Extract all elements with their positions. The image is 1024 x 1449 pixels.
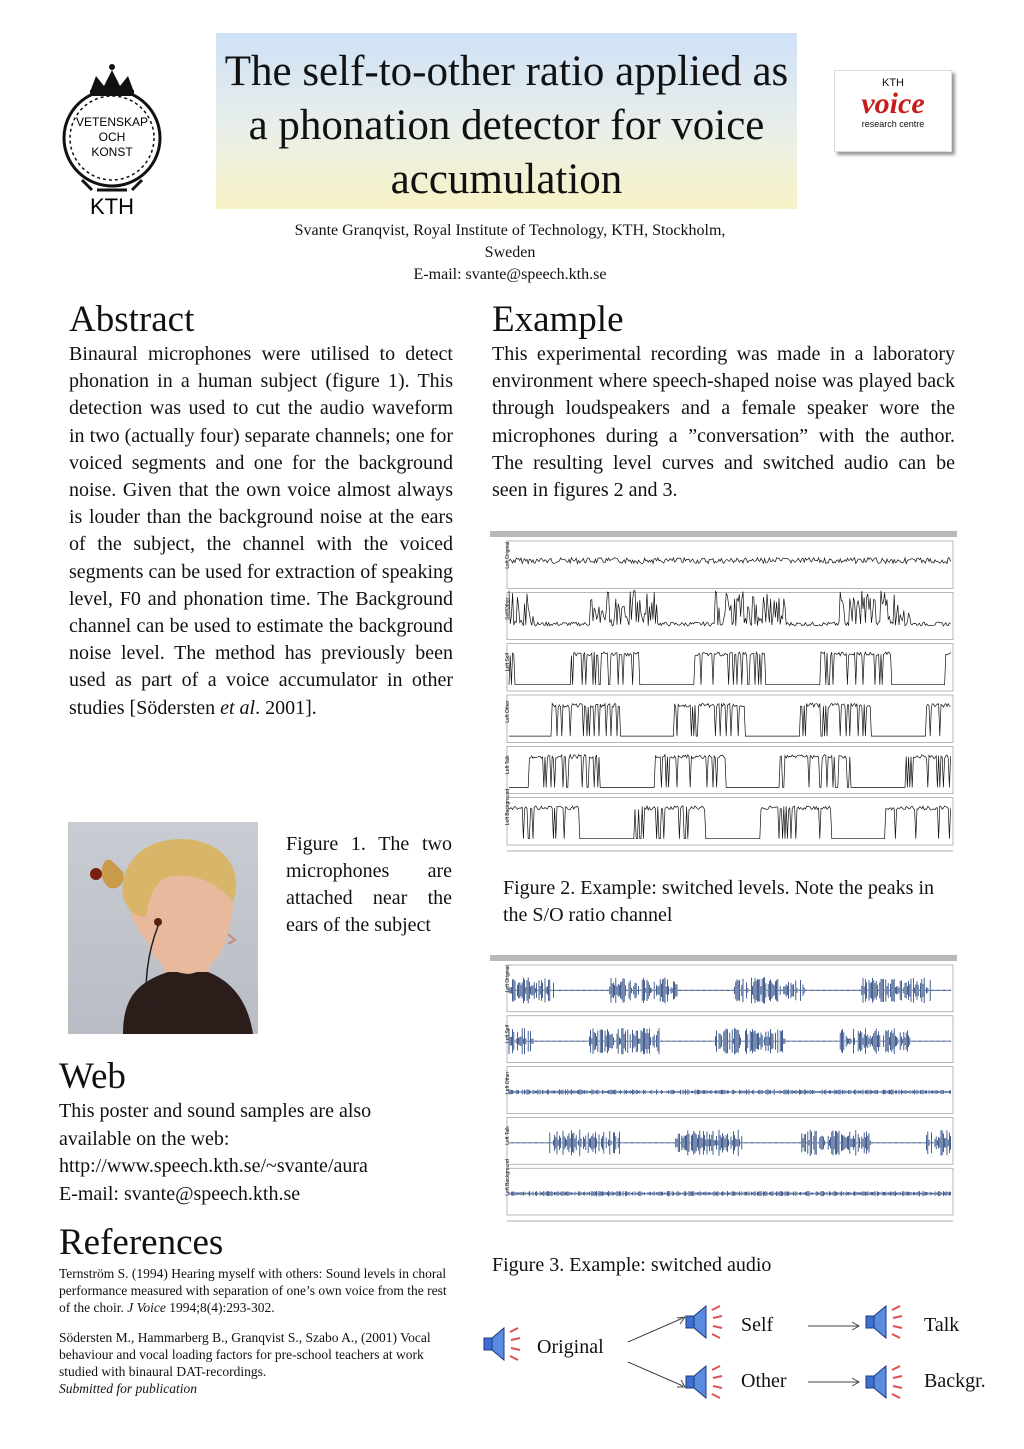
figure3-svg [487, 961, 957, 1241]
flow-self-label: Self [741, 1314, 774, 1336]
channel-left-talk [505, 1117, 953, 1164]
figure2-svg [487, 537, 957, 867]
channel-left-background [505, 1159, 953, 1215]
self-speaker-icon[interactable] [686, 1306, 722, 1338]
figure1-caption: Figure 1. The two microphones are attached near the ears of the subject [286, 833, 452, 936]
author-country: Sweden [484, 244, 536, 261]
channel-left-original [505, 965, 953, 1012]
talk-speaker-icon[interactable] [866, 1306, 902, 1338]
subject-photo-icon [68, 822, 258, 1034]
web-url-link[interactable]: http://www.speech.kth.se/~svante/aura [59, 1155, 368, 1177]
svg-text:OCH: OCH [98, 130, 126, 144]
figure3-caption: Figure 3. Example: switched audio [492, 1254, 772, 1276]
authors-block [240, 220, 780, 286]
example-text: This experimental recording was made in a laboratory environment where speech-shaped noise was played back through loudspeakers and a female speaker wore the microphones during a ”conversation” with the author. The resulting level curves and switched audio can be seen in figures 2 and 3. [492, 343, 955, 502]
channel-label: Left Other [505, 1071, 511, 1094]
flow-talk-label: Talk [924, 1314, 960, 1336]
channel-left-other [505, 695, 953, 742]
web-heading: Web [59, 1056, 126, 1097]
web-email: E-mail: svante@speech.kth.se [59, 1182, 301, 1205]
channel-left-background [505, 789, 953, 845]
channel-label: Left Original [505, 541, 511, 569]
voice-logo-word: voice [861, 87, 925, 120]
other-speaker-icon[interactable] [686, 1366, 722, 1398]
backgr-speaker-icon[interactable] [866, 1366, 902, 1398]
title-box [216, 33, 797, 209]
abstract-heading: Abstract [69, 299, 195, 340]
author-line: Svante Granqvist, Royal Institute of Technology, KTH, Stockholm, [294, 222, 726, 239]
channel-label: Self/Other [505, 597, 511, 620]
channel-left-self [505, 1016, 953, 1063]
original-speaker-icon[interactable] [484, 1328, 520, 1360]
channel-left-talk [505, 746, 953, 793]
reference-1 [59, 1265, 453, 1316]
channel-left-other [505, 1067, 953, 1114]
abstract-text [69, 341, 453, 722]
svg-text:VETENSKAP: VETENSKAP [75, 115, 149, 129]
voice-logo-kth: KTH [882, 77, 904, 89]
example-heading: Example [492, 299, 624, 340]
channel-label: Left Original [505, 965, 511, 993]
reference-2 [59, 1329, 453, 1397]
poster-title: The self-to-other ratio applied as a phonation detector for voice accumulation [224, 48, 789, 203]
abstract-text-end: . 2001]. [255, 696, 317, 719]
flow-diagram [478, 1300, 1008, 1410]
reference-1-journal: J Voice [127, 1300, 166, 1315]
figure2-plot [487, 537, 957, 867]
channel-label: Left Self [505, 1024, 511, 1044]
channel-label: Left Other [505, 700, 511, 723]
svg-text:KTH: KTH [90, 194, 134, 219]
references-heading: References [59, 1222, 224, 1263]
web-line-2: available on the web: [59, 1127, 230, 1150]
reference-2-note: Submitted for publication [59, 1381, 197, 1396]
channel-label: Left Talk [505, 755, 511, 774]
channel-self-other [505, 591, 953, 640]
kth-logo [52, 50, 172, 220]
web-block [59, 1098, 371, 1208]
abstract-et-al: et al [220, 696, 256, 719]
flow-backgr-label: Backgr. [924, 1370, 986, 1392]
web-line-1: This poster and sound samples are also [59, 1100, 372, 1122]
figure3-plot [487, 961, 957, 1241]
channel-label: Left Talk [505, 1126, 511, 1145]
figure1-photo [68, 822, 258, 1034]
voice-logo-sub: research centre [861, 119, 925, 129]
svg-text:KONST: KONST [91, 145, 133, 159]
reference-1-text: Ternström S. (1994) Hearing myself with others: Sound levels in choral performance measured with separation of one’s own voice from the rest of the choir. [59, 1266, 447, 1315]
reference-2-text: Södersten M., Hammarberg B., Granqvist S., Szabo A., (2001) Vocal behaviour and vocal loading factors for pre-school teachers at work studied with binaural DAT-recordings. [59, 1330, 431, 1379]
flow-original-label: Original [537, 1336, 604, 1358]
channel-left-original [505, 541, 953, 588]
kth-seal-icon [52, 50, 172, 220]
channel-label: Left Background [505, 788, 511, 826]
reference-1-end: 1994;8(4):293-302. [165, 1300, 275, 1315]
flow-other-label: Other [741, 1370, 787, 1392]
author-email: E-mail: svante@speech.kth.se [413, 266, 607, 283]
channel-label: Left Background [505, 1159, 511, 1196]
voice-logo [834, 70, 952, 152]
abstract-text-main: Binaural microphones were utilised to detect phonation in a human subject (figure 1). This detection was used to cut the audio waveform in two (actually four) separate channels; one for voiced segments and one for the background noise. Given that the own voice almost always is louder than the background noise at the ears of the subject, the channel with the voiced segments can be used for extraction of speaking level, F0 and phonation time. The Background channel can be used to estimate the background noise level. The method has previously been used as part of a voice accumulator in other studies [Södersten [69, 343, 453, 719]
channel-left-self [505, 644, 953, 691]
figure2-caption: Figure 2. Example: switched levels. Note the peaks in the S/O ratio channel [503, 877, 935, 926]
channel-label: Left Self [505, 652, 511, 672]
